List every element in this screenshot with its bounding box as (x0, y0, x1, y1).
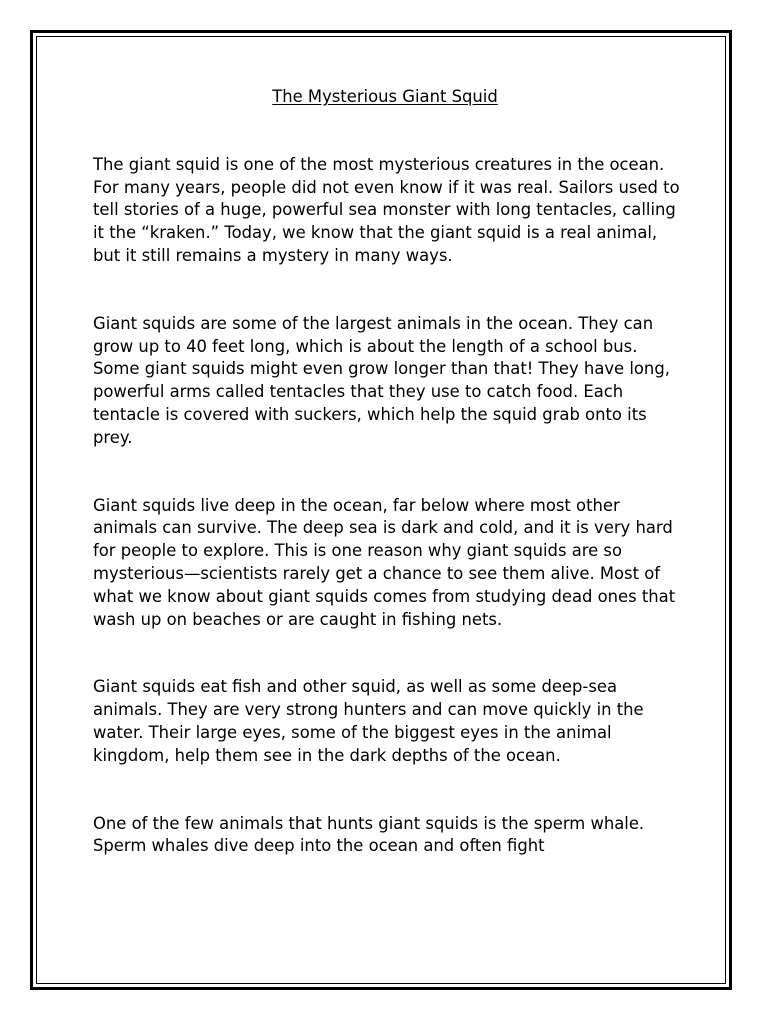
paragraph-intro: The giant squid is one of the most mysterious creatures in the ocean. For many years, people did not even know if it was real. Sailors used to tell stories of a huge, powerful sea monster with long tentacles, calling it the “kraken.” Today, we know that the giant squid is a real animal, but it still remains a mystery in many ways. (93, 154, 680, 265)
paragraph-predators: One of the few animals that hunts giant squids is the sperm whale. Sperm whales dive deep into the ocean and often fight (93, 813, 645, 856)
paragraph-size: Giant squids are some of the largest animals in the ocean. They can grow up to 40 feet long, which is about the length of a school bus. Some giant squids might even grow longer than that! They have long, powerful arms called tentacles that they use to catch food. Each tentacle is covered with suckers, which help the squid grab onto its prey. (93, 313, 670, 447)
document-title: The Mysterious Giant Squid (272, 87, 498, 106)
document-body (93, 86, 683, 858)
paragraph-habitat: Giant squids live deep in the ocean, far below where most other animals can survive. The deep sea is dark and cold, and it is very hard for people to explore. This is one reason why giant squids are so mysterious—scientists rarely get a chance to see them alive. Most of what we know about giant squids comes from studying dead ones that wash up on beaches or are caught in fishing nets. (93, 495, 676, 629)
paragraph-diet: Giant squids eat fish and other squid, as well as some deep-sea animals. They are very strong hunters and can move quickly in the water. Their large eyes, some of the biggest eyes in the animal kingdom, help them see in the dark depths of the ocean. (93, 677, 644, 765)
